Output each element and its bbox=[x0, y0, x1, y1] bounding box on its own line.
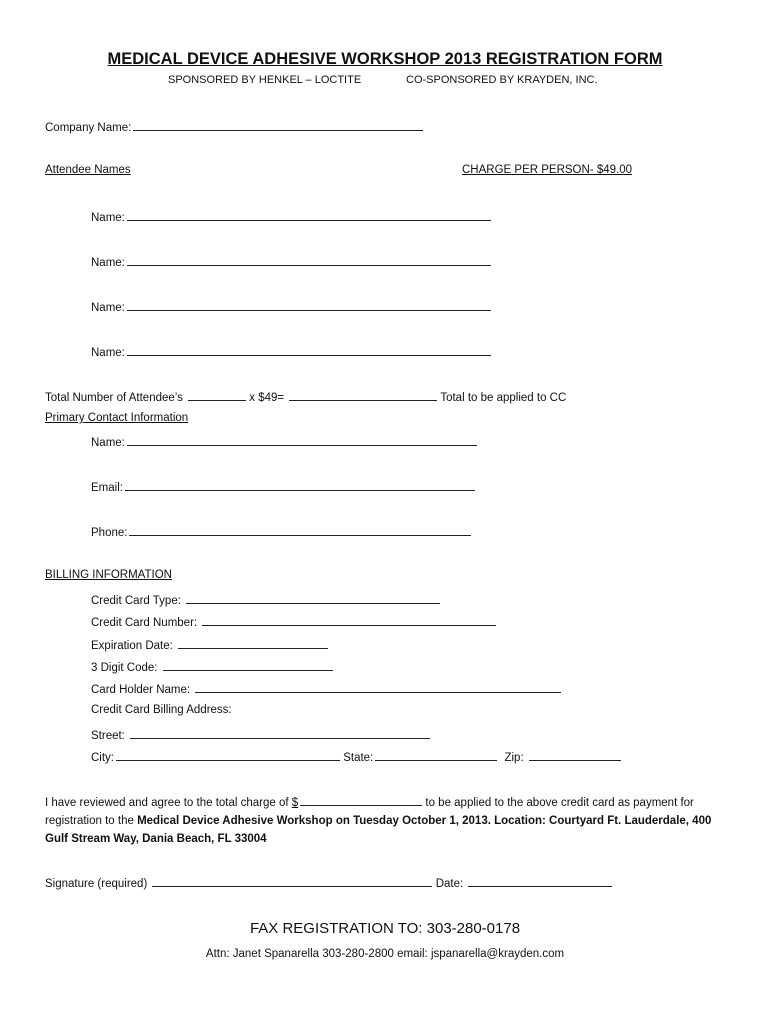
state-field[interactable] bbox=[375, 749, 497, 761]
signature-label: Signature (required) bbox=[45, 878, 148, 890]
company-label: Company Name: bbox=[45, 122, 132, 134]
phone-field[interactable] bbox=[129, 524, 471, 536]
state-label: State: bbox=[343, 752, 374, 764]
agreement-dollar: $ bbox=[291, 797, 299, 809]
email-label: Email: bbox=[91, 482, 123, 494]
total-cc-label: Total to be applied to CC bbox=[440, 392, 567, 404]
zip-field[interactable] bbox=[529, 749, 621, 761]
city-row bbox=[91, 749, 621, 764]
billing-header: BILLING INFORMATION bbox=[45, 569, 172, 581]
street-field[interactable] bbox=[130, 727, 430, 739]
attn-contact: Attn: Janet Spanarella 303-280-2800 email: jspanarella@krayden.com bbox=[205, 948, 565, 960]
agreement-text-2: to be applied to the above credit card as payment for registration to the bbox=[45, 797, 694, 827]
street-label: Street: bbox=[91, 730, 125, 742]
street-row bbox=[91, 727, 430, 742]
attendee-name-row bbox=[91, 299, 491, 314]
contact-name-field[interactable] bbox=[127, 434, 477, 446]
total-amount-field[interactable] bbox=[289, 389, 437, 401]
times-label: x $49= bbox=[249, 392, 285, 404]
name-label: Name: bbox=[91, 302, 125, 314]
expiration-field[interactable] bbox=[178, 637, 328, 649]
expiration-row bbox=[91, 637, 328, 652]
form-title: MEDICAL DEVICE ADHESIVE WORKSHOP 2013 REGISTRATION FORM bbox=[107, 50, 663, 68]
attendee-name-field[interactable] bbox=[127, 209, 491, 221]
sponsor-text: SPONSORED BY HENKEL – LOCTITE bbox=[168, 74, 362, 86]
attendee-name-field[interactable] bbox=[127, 254, 491, 266]
signature-row bbox=[45, 875, 612, 890]
attendee-name-field[interactable] bbox=[127, 344, 491, 356]
name-label: Name: bbox=[91, 257, 125, 269]
company-row bbox=[45, 119, 423, 134]
attendee-header: Attendee Names bbox=[45, 164, 131, 176]
card-type-label: Credit Card Type: bbox=[91, 595, 181, 607]
card-number-field[interactable] bbox=[202, 614, 496, 626]
signature-field[interactable] bbox=[152, 875, 432, 887]
contact-name-row bbox=[91, 434, 477, 449]
workshop-details: Medical Device Adhesive Workshop on Tuesday October 1, 2013. Location: Courtyard Ft. Lauderdale, 400 Gulf Stream Way, Dania Beach, FL 33004 bbox=[45, 815, 712, 845]
expiration-label: Expiration Date: bbox=[91, 640, 173, 652]
primary-contact-header: Primary Contact Information bbox=[45, 412, 189, 424]
card-number-label: Credit Card Number: bbox=[91, 617, 198, 629]
date-label: Date: bbox=[435, 878, 464, 890]
name-label: Name: bbox=[91, 212, 125, 224]
email-field[interactable] bbox=[125, 479, 475, 491]
code-field[interactable] bbox=[163, 659, 333, 671]
card-type-row bbox=[91, 592, 440, 607]
total-row bbox=[45, 389, 566, 404]
billing-address-label: Credit Card Billing Address: bbox=[91, 704, 232, 716]
attendee-name-row bbox=[91, 344, 491, 359]
city-label: City: bbox=[91, 752, 114, 764]
company-field[interactable] bbox=[133, 119, 423, 131]
card-type-field[interactable] bbox=[186, 592, 440, 604]
code-row bbox=[91, 659, 333, 674]
cosponsor-text: CO-SPONSORED BY KRAYDEN, INC. bbox=[406, 74, 598, 86]
date-field[interactable] bbox=[468, 875, 612, 887]
fax-registration: FAX REGISTRATION TO: 303-280-0178 bbox=[249, 920, 521, 937]
city-field[interactable] bbox=[116, 749, 340, 761]
card-number-row bbox=[91, 614, 496, 629]
contact-name-label: Name: bbox=[91, 437, 125, 449]
total-attendees-label: Total Number of Attendee’s bbox=[45, 392, 183, 404]
agreement-paragraph bbox=[45, 794, 735, 848]
contact-email-row bbox=[91, 479, 475, 494]
zip-label: Zip: bbox=[504, 752, 524, 764]
holder-row bbox=[91, 681, 561, 696]
contact-phone-row bbox=[91, 524, 471, 539]
holder-field[interactable] bbox=[195, 681, 561, 693]
holder-label: Card Holder Name: bbox=[91, 684, 191, 696]
attendee-name-field[interactable] bbox=[127, 299, 491, 311]
phone-label: Phone: bbox=[91, 527, 128, 539]
attendee-name-row bbox=[91, 209, 491, 224]
code-label: 3 Digit Code: bbox=[91, 662, 158, 674]
name-label: Name: bbox=[91, 347, 125, 359]
attendee-name-row bbox=[91, 254, 491, 269]
attendee-count-field[interactable] bbox=[188, 389, 246, 401]
agreement-amount-field[interactable] bbox=[300, 794, 422, 806]
charge-header: CHARGE PER PERSON- $49.00 bbox=[462, 164, 633, 176]
agreement-text-1: I have reviewed and agree to the total charge of bbox=[45, 797, 289, 809]
